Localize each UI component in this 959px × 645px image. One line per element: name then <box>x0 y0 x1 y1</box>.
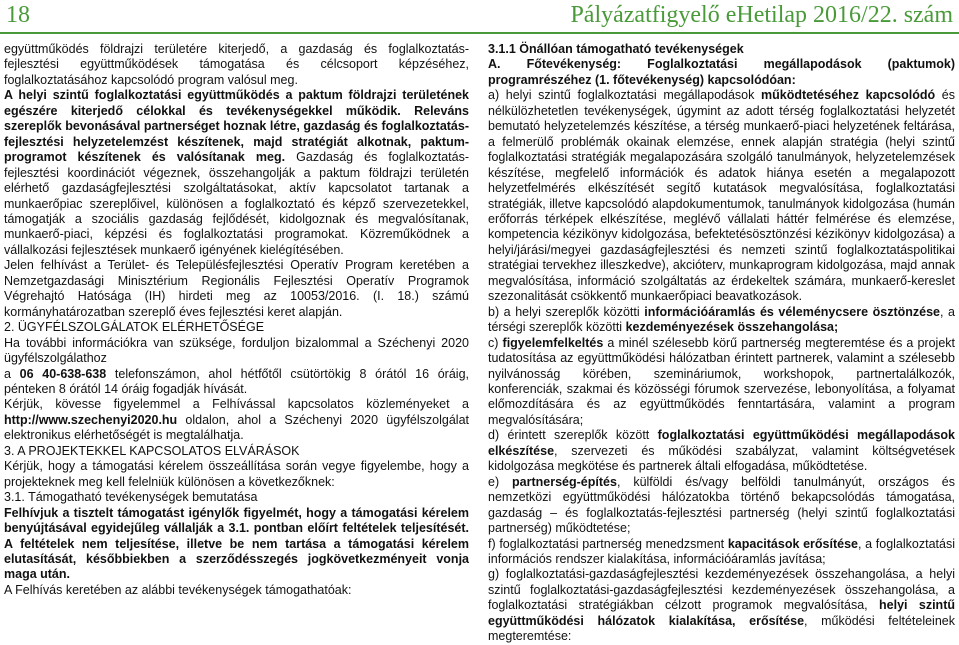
text-run: e) <box>488 474 513 489</box>
left-paragraph <box>4 397 469 443</box>
right-text-column <box>488 42 956 644</box>
text-run: a minél szélesebb körű partnerség megteremtése és a projekt tudatosítása az együttműködési hálózatban érintett partnerek, valamint a szélesebb nyilvánosság körében, szemináriumok, workshopok, partnertalálkozók, konferenciák, szakmai és közösségi fórumok szervezése, lebonyolítása, a folyamat előmozdítására és az együttműködés fenntartására, valamint a program megvalósítására; <box>488 335 955 427</box>
text-run: helyi szintű együttműködési hálózatok kialakítása, erősítése <box>488 598 955 628</box>
text-run: g) foglalkoztatási-gazdaságfejlesztési kezdeményezések összehangolása, a helyi szintű foglalkoztatási-gazdaságfejlesztési kezdeményezések összehangolása, a foglalkoztatási stratégiákban célzott programok megvalósítása, <box>488 567 955 613</box>
text-run: kezdeményezések összehangolása; <box>625 320 839 335</box>
text-run: , külföldi és/vagy belföldi tanulmányút, országos és nemzetközi együttműködési hálózatokba történő bekapcsolódás támogatása, gazdaság – és foglalkoztatás-fejlesztési partnerség (helyi szintű foglalkoztatási partnerség) működtetése; <box>488 474 955 536</box>
right-paragraph <box>488 537 955 568</box>
right-paragraph <box>488 42 955 57</box>
left-paragraph <box>4 42 469 88</box>
text-run: , működési feltételeinek megteremtése: <box>488 613 955 644</box>
text-run: , szervezeti és működési szabályzat, valamint költségvetések kidolgozása megkötése és partnerek általi elfogadása, működtetése. <box>488 443 955 474</box>
text-run: b) a helyi szereplők közötti <box>488 304 645 319</box>
right-paragraph <box>488 567 955 644</box>
text-run: foglalkoztatási együttműködési megállapodások elkészítése <box>488 428 955 458</box>
left-text-column <box>4 42 469 617</box>
text-run: 3.1.1 Önállóan támogatható tevékenységek <box>488 42 744 56</box>
text-run: d) érintett szereplők között <box>488 428 658 443</box>
right-paragraph <box>488 475 955 537</box>
left-paragraph <box>4 320 469 335</box>
text-run: telefonszámon, ahol hétfőtől csütörtökig 8 órától 16 óráig, pénteken 8 órától 14 óráig fogadják hívását. <box>4 366 469 396</box>
right-paragraph <box>488 88 955 304</box>
text-run: 06 40-638-638 <box>19 366 107 381</box>
right-paragraph <box>488 428 955 474</box>
text-run: oldalon, ahol a Széchenyi 2020 ügyfélszolgálat elektronikus elérhetőségét is megtalálhatja. <box>4 412 469 443</box>
text-run: 3.1. Támogatható tevékenységek bemutatása <box>4 490 258 505</box>
text-run: Jelen felhívást a Terület- és Településfejlesztési Operatív Program keretében a Nemzetgazdasági Minisztérium Regionális Fejlesztési Operatív Programok Végrehajtó Hatósága (IH) hirdeti meg az 10053/2016. (I. 18.) számú kormányhatározatban szereplő éves fejlesztési keret alapján. <box>4 258 469 319</box>
text-run: A Felhívás keretében az alábbi tevékenységek támogathatóak: <box>4 582 352 597</box>
left-paragraph <box>4 490 469 505</box>
text-run: f) foglalkoztatási partnerség menedzsment <box>488 536 728 551</box>
left-paragraph <box>4 258 469 320</box>
text-run: működtetéséhez kapcsolódó <box>761 88 936 103</box>
left-paragraph <box>4 88 469 258</box>
text-run: 2. ÜGYFÉLSZOLGÁLATOK ELÉRHETŐSÉGE <box>4 320 265 335</box>
text-run: Kérjük, kövesse figyelemmel a Felhívással kapcsolatos közleményeket a <box>4 397 469 412</box>
text-run: Ha további információkra van szüksége, forduljon bizalommal a Széchenyi 2020 ügyfélszolgálathoz <box>4 335 469 366</box>
left-paragraph <box>4 506 469 583</box>
journal-title: Pályázatfigyelő eHetilap 2016/22. szám <box>570 2 953 28</box>
header-divider <box>0 32 959 34</box>
text-run: együttműködés földrajzi területére kiterjedő, a gazdaság és foglalkoztatás-fejlesztési együttműködések támogatása és célcsoport képzéséhez, foglalkoztatásához kapcsolódó program valósul meg. <box>4 42 469 87</box>
text-run: a <box>4 366 20 381</box>
text-run: partnerség-építés <box>512 474 617 489</box>
page-number: 18 <box>6 2 30 28</box>
left-paragraph <box>4 583 469 598</box>
text-run: Kérjük, hogy a támogatási kérelem összeállítása során vegye figyelembe, hogy a projekteknek meg kell felelniük különösen a következőknek: <box>4 459 469 489</box>
text-run: A helyi szintű foglalkoztatási együttműködés a paktum földrajzi területének egészére kiterjedő célokkal és tevékenységekkel működik. Releváns szereplők bevonásával partnerséget hoznak létre, gazdaság és foglalkoztatás-fejlesztési helyzetelemzést készítenek, majd stratégiát alkotnak, paktum-programot készítenek és valósítanak meg. <box>4 88 469 165</box>
left-paragraph <box>4 367 469 398</box>
left-paragraph <box>4 459 469 490</box>
text-run: 3. A PROJEKTEKKEL KAPCSOLATOS ELVÁRÁSOK <box>4 443 300 458</box>
text-run: Gazdaság és foglalkoztatás-fejlesztési koordinációt végeznek, összehangolják a paktum földrajzi területén elérhető gazdaságfejlesztési szolgáltatásokat, aktív kapcsolatot tartanak a munkaerőpiac szereplőivel, különösen a foglalkoztató és képző szervezetekkel, támogatják a szociális gazdaság fejlődését, kidolgoznak és megvalósítanak, munkaerő-piaci, képzési és foglalkoztatási programokat. Közreműködnek a vállalkozási fejlesztések munkaerő igényének kielégítésében. <box>4 150 470 257</box>
right-paragraph <box>488 305 955 336</box>
text-run: c) <box>488 335 503 350</box>
page-header <box>0 0 959 34</box>
text-run: a) helyi szintű foglalkoztatási megállapodások <box>488 88 762 103</box>
text-run: http://www.szechenyi2020.hu <box>4 412 178 427</box>
left-paragraph <box>4 336 469 367</box>
text-run: kapacitások erősítése <box>727 536 858 551</box>
right-paragraph <box>488 57 955 88</box>
text-run: Felhívjuk a tisztelt támogatást igénylők figyelmét, hogy a támogatási kérelem benyújtásával egyidejűleg vállalják a 3.1. pontban előírt feltételek teljesítését. A feltételek nem teljesítése, illetve be nem tartása a támogatási kérelem elutasítását, későbbiekben a szerződésszegés jogkövetkezményeit vonja maga után. <box>4 505 469 582</box>
text-run: figyelemfelkeltés <box>502 335 604 350</box>
text-run: , a foglalkoztatási információs rendszer kialakítása, információáramlás javítása; <box>488 536 955 566</box>
text-run: és nélkülözhetetlen tevékenységek, úgymint az adott térség foglalkoztatási helyzetét bemutató helyzetelemzés készítése, a térség munkaerő-piaci helyzetének feltárása, a felmerülő problémák okainak elemzése, ennek alapján stratégia (helyi szintű foglalkoztatási stratégiák megalapozására szolgáló tanulmányok, helyzetelemzések készítése, megfelelő információk és adatok hiánya esetén a megalapozott helyzetfelmérés elkészítését segítő kutatások megvalósítása, foglalkoztatási stratégiák, illetve kapcsolódó alapdokumentumok, tanulmányok kidolgozása (humán erőforrás térképek elkészítése, meglévő vállalati háttér felmérése és elemzése, kompetencia kézikönyv kidolgozása, befektetésösztönzési kézikönyv kidolgozása) a helyi/járási/megyei gazdaságfejlesztési és nemzeti szintű foglalkoztatáspolitikai stratégiai tervekhez illeszkedve), akcióterv, munkaprogram kidolgozása, majd annak megvalósítása, információ szolgáltatás az érdekeltek számára, munkaerő-kereslet szezonalitását csökkentő munkaerőpiaci beavatkozások. <box>488 88 955 304</box>
left-paragraph <box>4 444 469 459</box>
right-paragraph <box>488 336 955 429</box>
text-run: , a térségi szereplők közötti <box>488 304 956 335</box>
text-run: információáramlás és véleménycsere ösztönzése <box>644 304 941 319</box>
text-run: A. Főtevékenység: Foglalkoztatási megállapodások (paktumok) programrészéhez (1. főtevékenység) kapcsolódóan: <box>488 57 955 87</box>
